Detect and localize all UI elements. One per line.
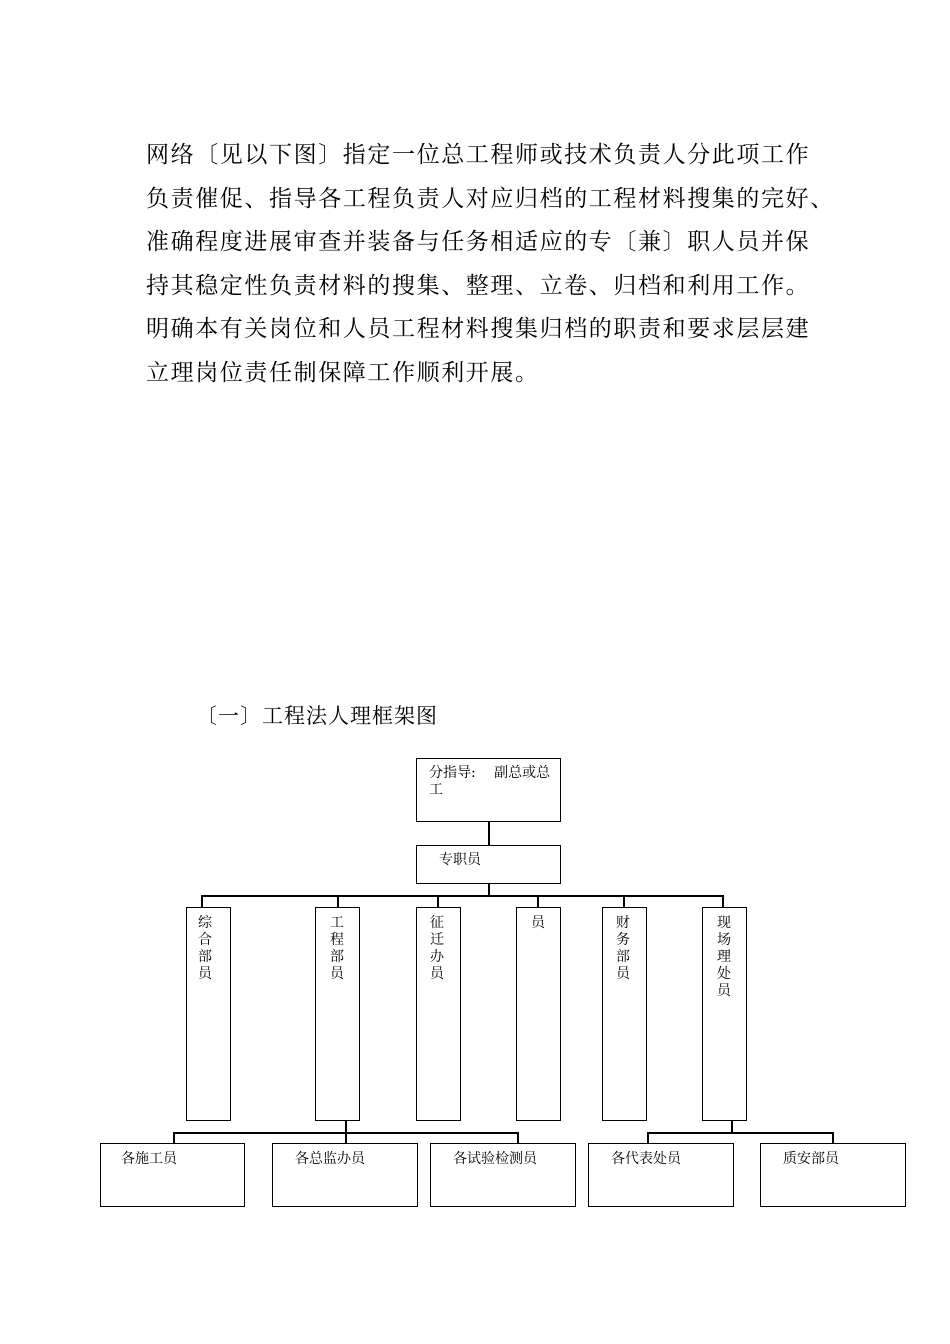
dept-box-site-office (702, 907, 747, 1121)
org-box-staff (416, 845, 561, 884)
paragraph-line: 准确程度进展审查并装备与任务相适应的专〔兼〕职人员并保 (146, 229, 811, 256)
paragraph-line: 立理岗位责任制保障工作顺利开展。 (146, 359, 540, 386)
dept-box-staff (516, 907, 561, 1121)
dept-box-general (186, 907, 231, 1121)
connector-line (488, 821, 490, 845)
org-box-supervisors (272, 1143, 418, 1207)
dept-label: 综合部员 (198, 915, 212, 982)
dept-box-relocation (416, 907, 461, 1121)
org-box-representatives (588, 1143, 734, 1207)
org-box-constructors (100, 1143, 245, 1207)
org-box-label: 各试验检测员 (453, 1151, 537, 1167)
org-box-label: 各施工员 (121, 1151, 177, 1167)
org-box-label: 各总监办员 (295, 1151, 365, 1167)
paragraph-line: 网络〔见以下图〕指定一位总工程师或技术负责人分此项工作 (146, 142, 811, 168)
org-box-lead (416, 758, 561, 822)
dept-label: 现场理处员 (717, 915, 731, 999)
dept-label: 征迁办员 (430, 915, 444, 982)
connector-line (201, 895, 723, 897)
dept-box-engineering (315, 907, 360, 1121)
paragraph-line: 持其稳定性负责材料的搜集、整理、立卷、归档和利用工作。 (146, 272, 811, 299)
org-box-label: 各代表处员 (611, 1151, 681, 1167)
dept-label: 财务部员 (616, 915, 630, 982)
org-box-testers (430, 1143, 576, 1207)
org-box-label: 质安部员 (783, 1151, 839, 1167)
paragraph-line: 明确本有关岗位和人员工程材料搜集归档的职责和要求层层建 (146, 316, 811, 343)
paragraph-line: 负责催促、指导各工程负责人对应归档的工程材料搜集的完好、 (146, 185, 835, 212)
dept-label: 员 (531, 915, 545, 931)
org-box-label: 分指导: 副总或总工 (429, 765, 551, 798)
connector-line (647, 1132, 833, 1134)
dept-box-finance (602, 907, 647, 1121)
org-box-quality-safety (760, 1143, 906, 1207)
section-title: 〔一〕工程法人理框架图 (196, 704, 438, 728)
dept-label: 工程部员 (330, 915, 344, 982)
org-box-label: 专职员 (439, 852, 481, 868)
